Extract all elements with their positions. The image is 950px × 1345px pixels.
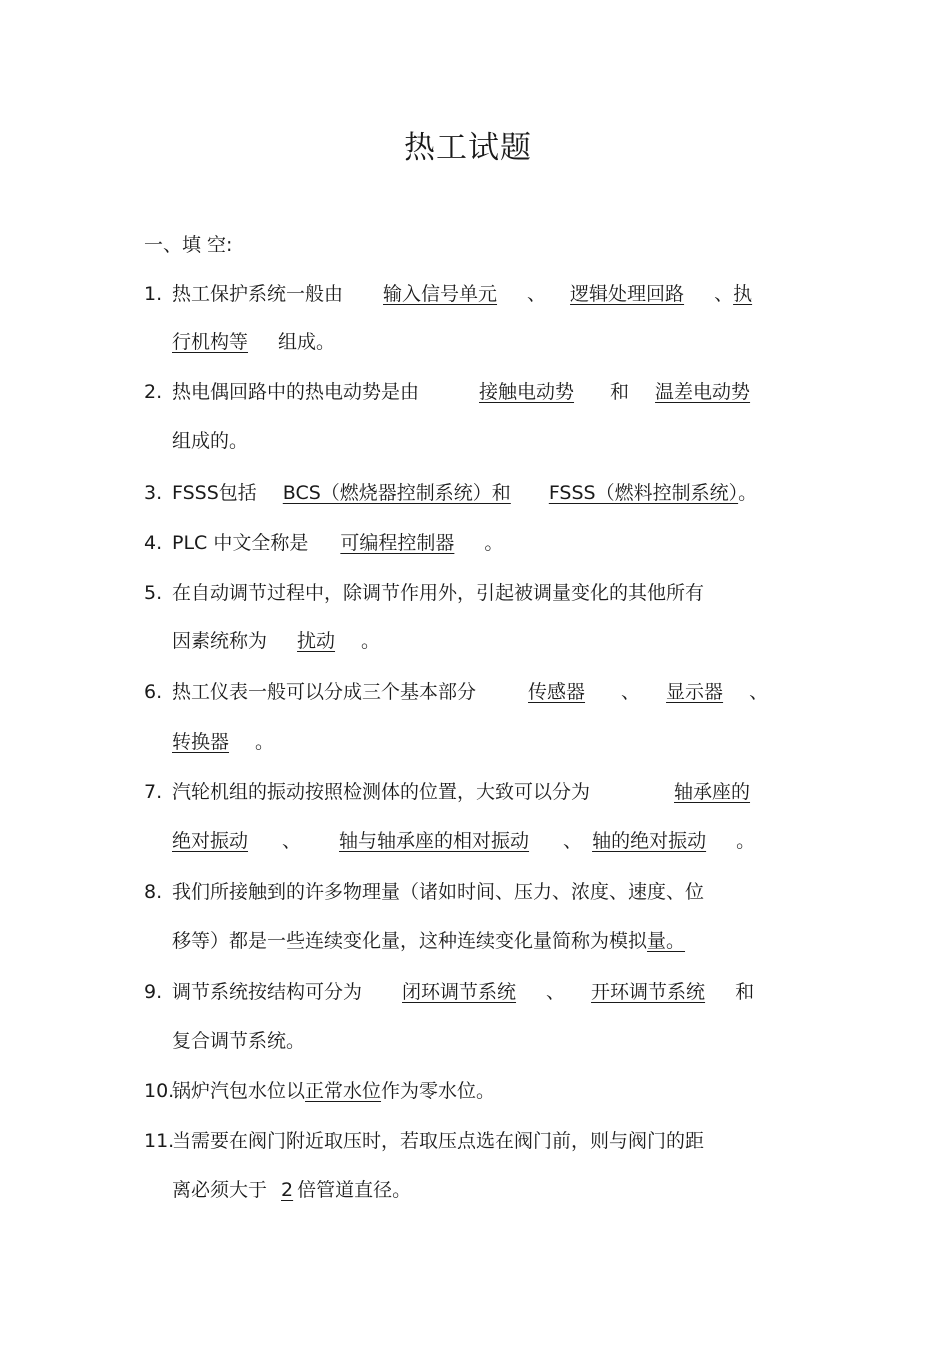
question-8-line-2 <box>144 928 705 954</box>
question-number: 3. <box>144 482 163 504</box>
question-text: 倍管道直径。 <box>297 1179 412 1201</box>
answer-blank <box>569 981 735 1003</box>
question-number: 1. <box>144 283 163 305</box>
separator: 、 <box>546 981 566 1003</box>
answer-text: BCS（燃烧器控制系统）和 <box>282 482 511 504</box>
question-5-line-2 <box>144 628 380 654</box>
question-8-line-1 <box>144 879 704 905</box>
question-text: 。 <box>484 532 504 554</box>
answer-text: 温差电动势 <box>655 381 751 403</box>
answer-text: 接触电动势 <box>479 381 575 403</box>
answer-blank <box>172 731 255 753</box>
answer-text: 开环调节系统 <box>591 981 706 1003</box>
separator: 、 <box>563 830 583 852</box>
question-2-line-1 <box>144 379 760 405</box>
answer-blank <box>546 283 714 305</box>
answer-blank <box>275 630 361 652</box>
question-text: 。 <box>361 630 381 652</box>
question-3-line-1 <box>144 480 757 506</box>
answer-text: 绝对振动 <box>172 830 249 852</box>
question-text: 移等）都是一些连续变化量，这种连续变化量简称为模拟 <box>172 930 648 952</box>
question-text: 当需要在阀门附近取压时，若取压点选在阀门前，则与阀门的距 <box>172 1130 705 1152</box>
separator: 、 <box>749 681 769 703</box>
question-9-line-2 <box>144 1028 305 1054</box>
question-text: 。 <box>736 830 756 852</box>
question-text: 。 <box>738 482 758 504</box>
answer-blank <box>325 830 553 852</box>
question-text: 汽轮机组的振动按照检测体的位置，大致可以分为 <box>172 781 591 803</box>
answer-text: 显示器 <box>666 681 724 703</box>
question-text: FSSS包括 <box>172 482 257 504</box>
answer-text: 传感器 <box>528 681 586 703</box>
answer-text: 逻辑处理回路 <box>570 283 685 305</box>
answer-blank <box>318 532 484 554</box>
question-9-line-1 <box>144 979 754 1005</box>
answer-text: FSSS（燃料控制系统） <box>548 482 739 504</box>
answer-text: 转换器 <box>172 731 230 753</box>
answer-text: 行机构等 <box>172 331 249 353</box>
question-text: 和 <box>610 381 630 403</box>
question-text: 热工仪表一般可以分成三个基本部分 <box>172 681 477 703</box>
separator: 、 <box>282 830 302 852</box>
answer-blank <box>628 781 750 803</box>
answer-text: 闭环调节系统 <box>402 981 517 1003</box>
question-text: 和 <box>735 981 755 1003</box>
question-text: 热电偶回路中的热电动势是由 <box>172 381 420 403</box>
question-11-line-1 <box>144 1128 704 1154</box>
question-1-line-1 <box>144 281 752 307</box>
answer-blank <box>453 381 610 403</box>
question-2-line-2 <box>144 428 248 454</box>
separator: 、 <box>527 283 547 305</box>
separator: 、 <box>714 283 734 305</box>
question-text: 因素统称为 <box>172 630 268 652</box>
question-number: 2. <box>144 381 163 403</box>
question-text: 我们所接触到的许多物理量（诸如时间、压力、浓度、速度、位 <box>172 881 705 903</box>
question-text: 离必须大于 <box>172 1179 268 1201</box>
answer-blank <box>257 482 511 504</box>
question-number: 11. <box>144 1130 175 1152</box>
question-number: 6. <box>144 681 163 703</box>
answer-blank <box>380 981 546 1003</box>
question-7-line-1 <box>144 779 750 805</box>
answer-text: 可编程控制器 <box>340 532 455 554</box>
question-text: PLC 中文全称是 <box>172 532 309 554</box>
answer-blank <box>647 930 705 952</box>
question-text: 作为零水位。 <box>381 1080 496 1102</box>
question-5-line-1 <box>144 580 704 606</box>
question-text: 热工保护系统一般由 <box>172 283 344 305</box>
answer-text: 量。 <box>647 930 686 952</box>
question-text: 。 <box>255 731 275 753</box>
question-number: 5. <box>144 582 163 604</box>
answer-blank <box>629 381 760 403</box>
answer-blank <box>359 283 527 305</box>
question-text: 组成的。 <box>172 430 249 452</box>
answer-blank <box>527 482 738 504</box>
page-title: 热工试题 <box>404 130 532 166</box>
question-6-line-1 <box>144 679 768 705</box>
answer-blank <box>172 830 278 852</box>
question-number: 9. <box>144 981 163 1003</box>
answer-text: 正常水位 <box>305 1080 382 1102</box>
question-text: 调节系统按结构可分为 <box>172 981 363 1003</box>
answer-text: 2 <box>281 1179 294 1201</box>
question-1-line-2 <box>144 329 335 355</box>
answer-text: 执 <box>733 283 753 305</box>
question-text: 组成。 <box>278 331 336 353</box>
answer-text: 输入信号单元 <box>383 283 498 305</box>
answer-text: 扰动 <box>297 630 336 652</box>
question-number: 7. <box>144 781 163 803</box>
question-11-line-2 <box>144 1177 411 1203</box>
section-heading: 一、填 空: <box>144 234 233 256</box>
answer-blank <box>506 681 621 703</box>
answer-blank <box>582 830 736 852</box>
question-text: 在自动调节过程中，除调节作用外，引起被调量变化的其他所有 <box>172 582 705 604</box>
question-4-line-1 <box>144 530 503 556</box>
question-number: 10. <box>144 1080 175 1102</box>
answer-blank <box>281 1179 297 1201</box>
question-text: 复合调节系统。 <box>172 1030 306 1052</box>
question-text: 锅炉汽包水位以 <box>172 1080 306 1102</box>
question-6-line-2 <box>144 729 274 755</box>
answer-text: 轴承座的 <box>674 781 751 803</box>
separator: 、 <box>621 681 641 703</box>
answer-blank <box>640 681 749 703</box>
question-10-line-1 <box>144 1078 495 1104</box>
answer-text: 轴与轴承座的相对振动 <box>339 830 530 852</box>
question-number: 8. <box>144 881 163 903</box>
answer-text: 轴的绝对振动 <box>592 830 707 852</box>
question-7-line-2 <box>144 828 755 854</box>
question-number: 4. <box>144 532 163 554</box>
answer-blank <box>172 331 278 353</box>
